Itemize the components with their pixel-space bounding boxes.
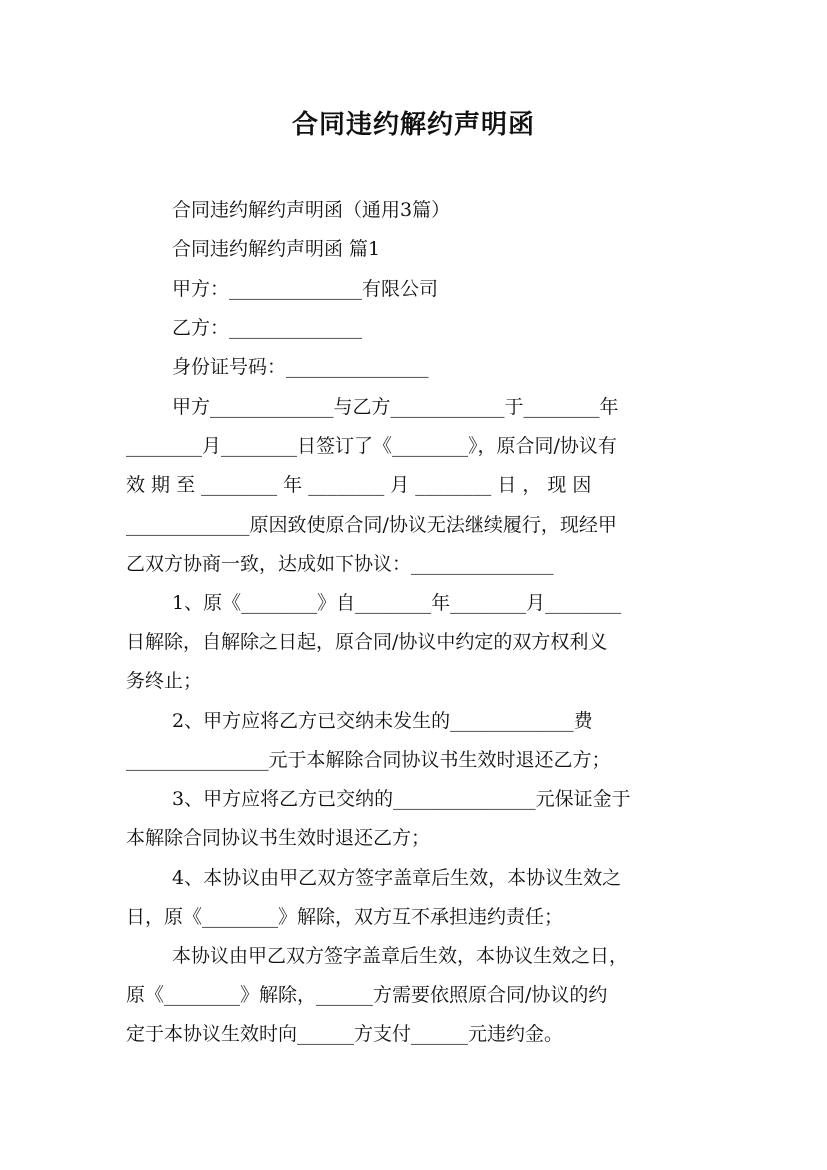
doc-line: 日解除，自解除之日起，原合同/协议中约定的双方权利义	[126, 631, 608, 653]
doc-line: 1、原《________》自________年________月________	[172, 592, 622, 614]
doc-line: 4、本协议由甲乙双方签字盖章后生效，本协议生效之	[172, 867, 622, 889]
doc-line: 甲方：______________有限公司	[172, 278, 439, 300]
doc-line: 本协议由甲乙双方签字盖章后生效，本协议生效之日，	[172, 945, 629, 967]
doc-line: 身份证号码：_______________	[172, 356, 429, 378]
doc-line: 日，原《________》解除，双方互不承担违约责任；	[126, 906, 564, 928]
doc-line: 乙方：______________	[172, 317, 363, 339]
doc-line: 合同违约解约声明函（通用3篇）	[172, 199, 451, 221]
doc-line: ________月________日签订了《________》，原合同/协议有	[126, 435, 617, 457]
doc-line: 2、甲方应将乙方已交纳未发生的_____________费	[172, 710, 593, 732]
doc-line: 合同违约解约声明函 篇1	[172, 238, 381, 260]
document-title: 合同违约解约声明函	[291, 110, 535, 140]
doc-line: 原《________》解除，______方需要依照原合同/协议的约	[126, 984, 608, 1006]
doc-line: 3、甲方应将乙方已交纳的_______________元保证金于	[172, 788, 631, 810]
doc-line: 效 期 至 ________ 年 ________ 月 ________ 日 ， 现 因	[126, 474, 592, 496]
doc-line: _____________原因致使原合同/协议无法继续履行，现经甲	[126, 514, 617, 536]
doc-line: _______________元于本解除合同协议书生效时退还乙方；	[126, 749, 611, 771]
doc-line: 定于本协议生效时向______方支付______元违约金。	[126, 1023, 564, 1045]
doc-line: 本解除合同协议书生效时退还乙方；	[126, 827, 431, 849]
doc-line: 甲方_____________与乙方____________于________年	[172, 396, 619, 418]
doc-line: 乙双方协商一致，达成如下协议：_______________	[126, 553, 554, 575]
doc-line: 务终止；	[126, 670, 203, 692]
